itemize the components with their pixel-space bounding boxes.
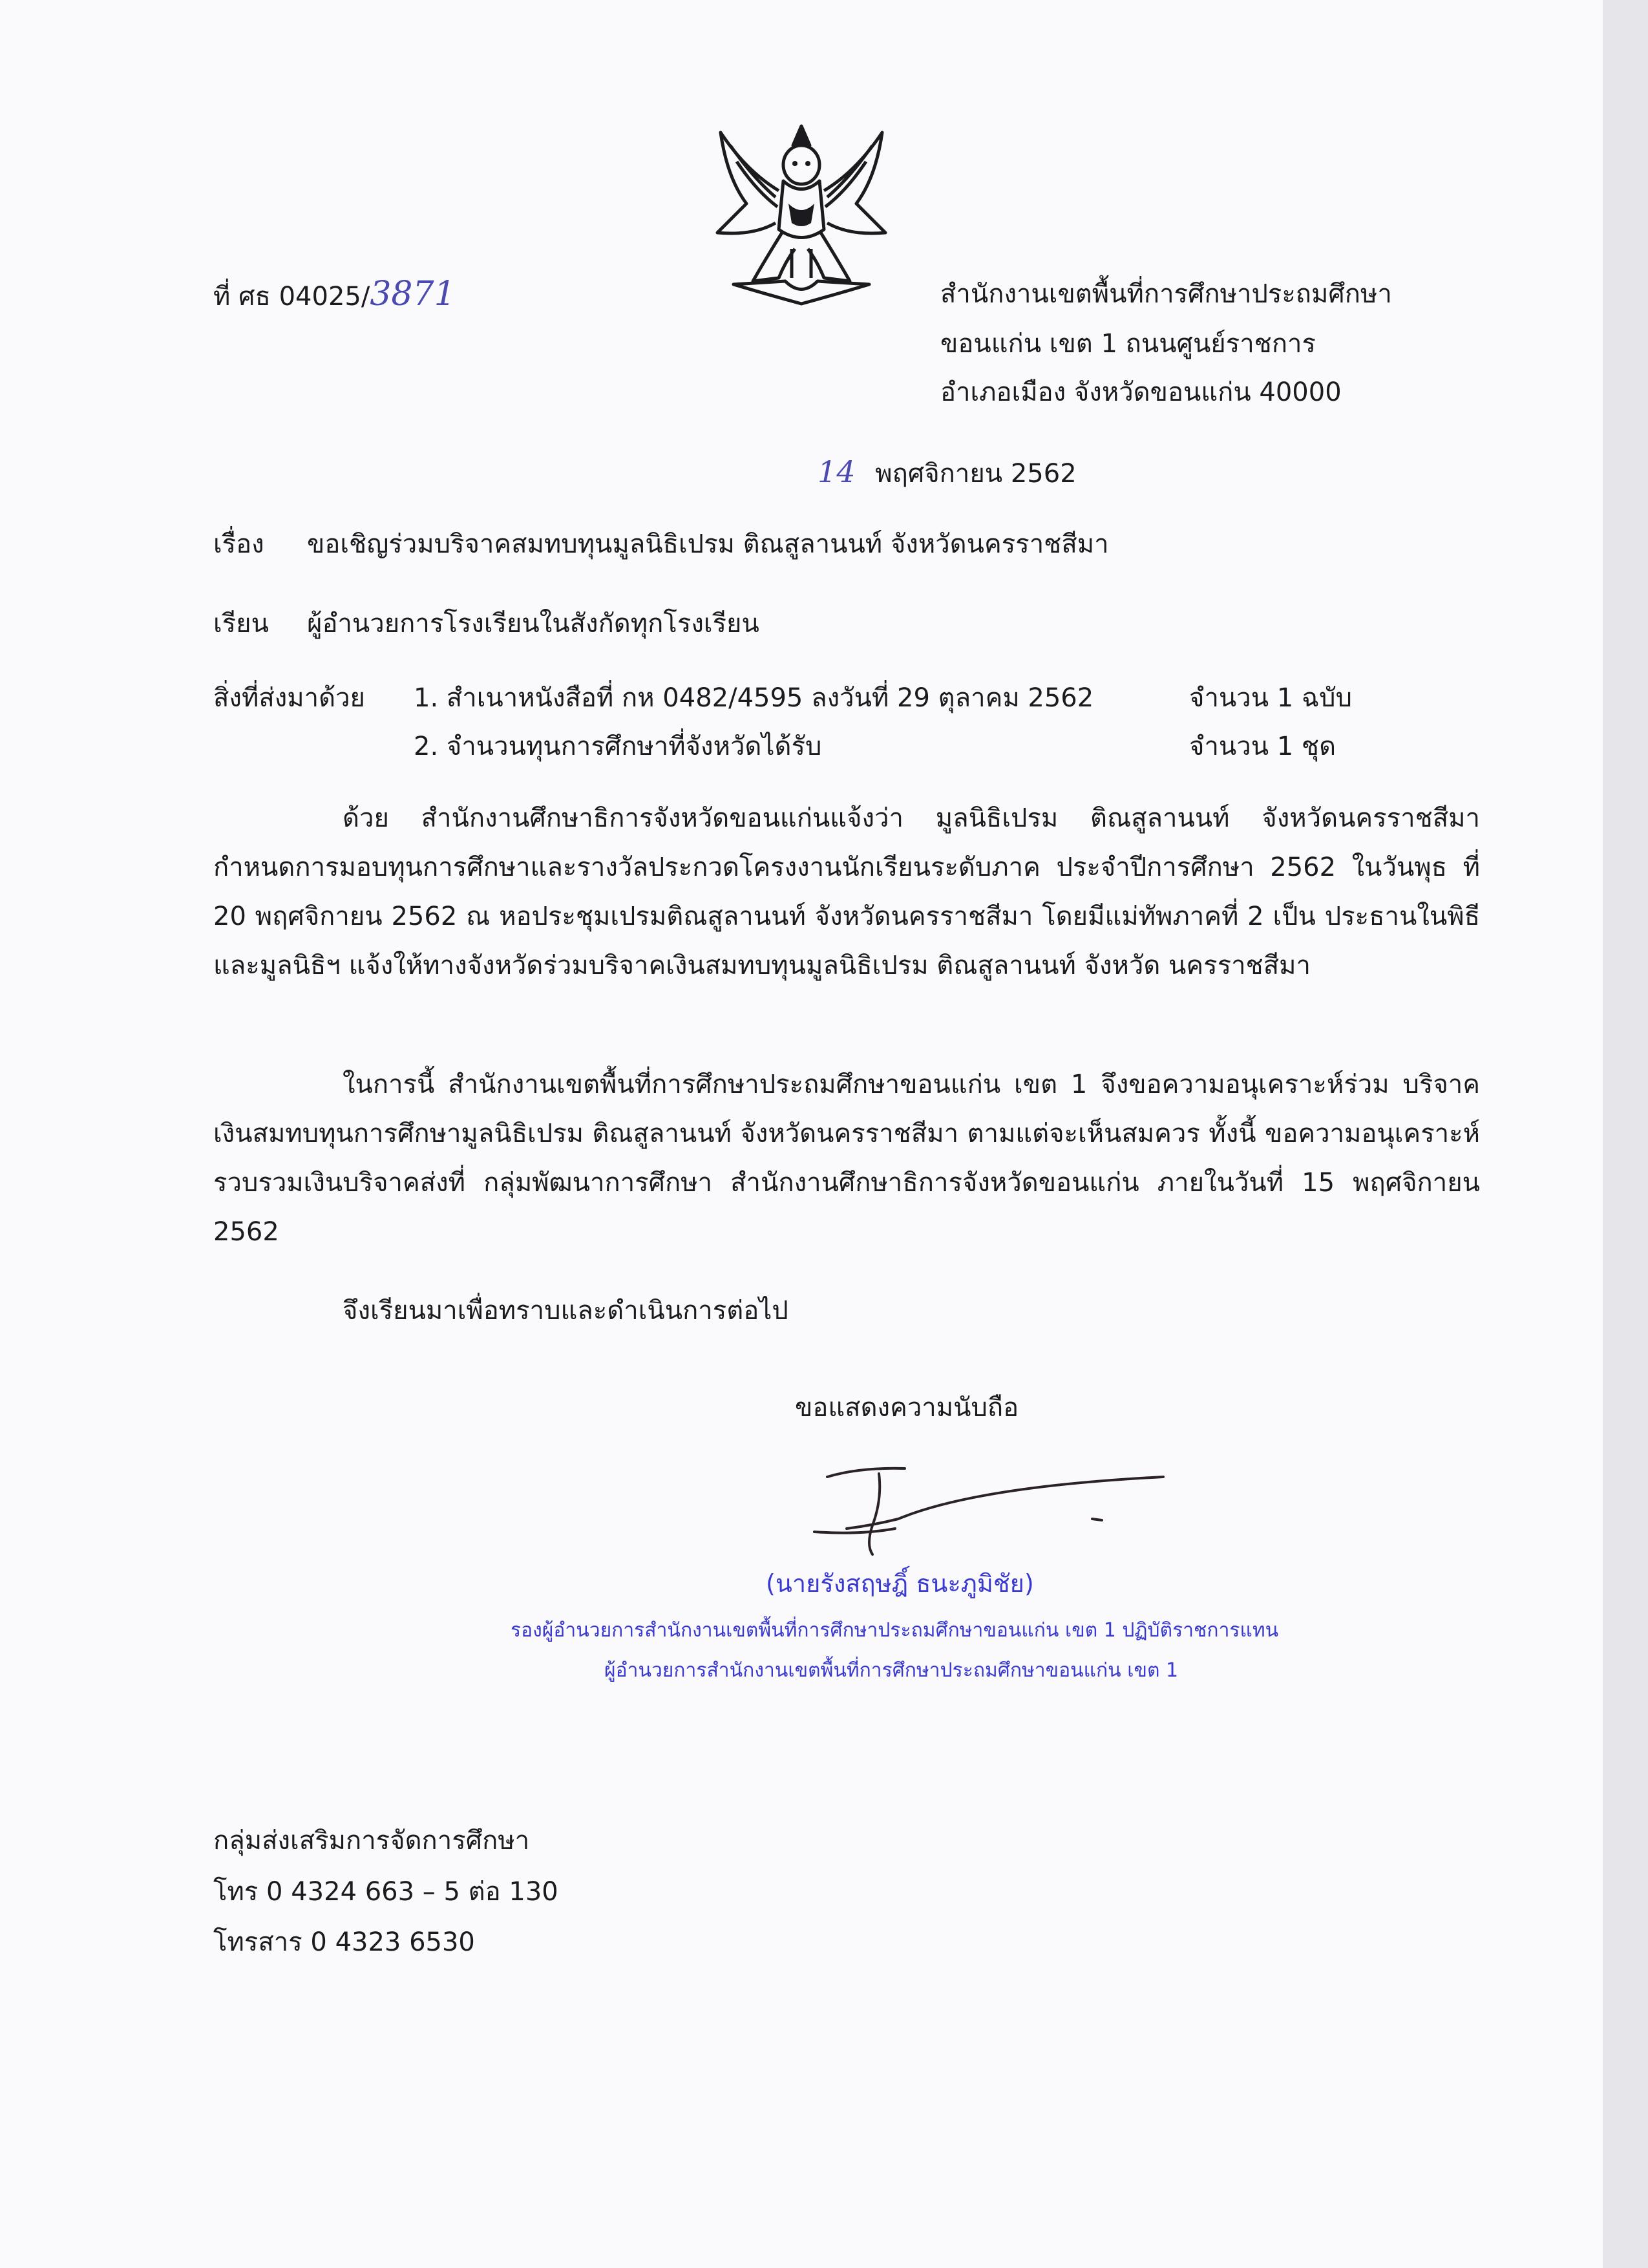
office-address-line2: ขอนแก่น เขต 1 ถนนศูนย์ราชการ [940, 329, 1316, 359]
enclosure-item-1: 1. สำเนาหนังสือที่ กห 0482/4595 ลงวันที่ 29 ตุลาคม 2562 [414, 683, 1094, 713]
handwritten-signature [808, 1448, 1183, 1558]
handwritten-reference-number: 3871 [370, 275, 456, 313]
recipient-text: ผู้อำนวยการโรงเรียนในสังกัดทุกโรงเรียน [307, 609, 759, 639]
scan-edge [1603, 0, 1648, 2268]
garuda-emblem-icon [708, 120, 895, 313]
office-address-line1: สำนักงานเขตพื้นที่การศึกษาประถมศึกษา [940, 279, 1392, 309]
paragraph-1-text: ด้วย สำนักงานศึกษาธิการจังหวัดขอนแก่นแจ้งว่า มูลนิธิเปรม ติณสูลานนท์ จังหวัดนครราชสีมา กำหนดการมอบทุนการศึกษาและรางวัลประกวดโครงงานนักเรียนระดับภาค ประจำปีการศึกษา 2562 ในวันพุธ ที่ 20 พฤศจิกายน 2562 ณ หอประชุมเปรมติณสูลานนท์ จังหวัดนครราชสีมา โดยมีแม่ทัพภาคที่ 2 เป็น ประธานในพิธี และมูลนิธิฯ แจ้งให้ทางจังหวัดร่วมบริจาคเงินสมทบทุนมูลนิธิเปรม ติณสูลานนท์ จังหวัด นครราชสีมา [213, 803, 1480, 980]
paragraph-2-text: ในการนี้ สำนักงานเขตพื้นที่การศึกษาประถมศึกษาขอนแก่น เขต 1 จึงขอความอนุเคราะห์ร่วม บริจาคเงินสมทบทุนการศึกษามูลนิธิเปรม ติณสูลานนท์ จังหวัดนครราชสีมา ตามแต่จะเห็นสมควร ทั้งนี้ ขอความอนุเคราะห์รวบรวมเงินบริจาคส่งที่ กลุ่มพัฒนาการศึกษา สำนักงานศึกษาธิการจังหวัดขอนแก่น ภายในวันที่ 15 พฤศจิกายน 2562 [213, 1070, 1480, 1247]
letter-date [818, 452, 1077, 493]
subject-text: ขอเชิญร่วมบริจาคสมทบทุนมูลนิธิเปรม ติณสูลานนท์ จังหวัดนครราชสีมา [307, 529, 1109, 559]
signatory-title-line1: รองผู้อำนวยการสำนักงานเขตพื้นที่การศึกษาประถมศึกษาขอนแก่น เขต 1 ปฏิบัติราชการแทน [511, 1619, 1279, 1642]
closing-sentence: จึงเรียนมาเพื่อทราบและดำเนินการต่อไป [343, 1296, 788, 1326]
signatory-name: (นายรังสฤษฎิ์ ธนะภูมิชัย) [766, 1569, 1034, 1598]
enclosures-label: สิ่งที่ส่งมาด้วย [213, 683, 365, 713]
reference-number [213, 275, 456, 316]
recipient-label: เรียน [213, 609, 269, 639]
footer-department: กลุ่มส่งเสริมการจัดการศึกษา [213, 1826, 530, 1856]
enclosure-item-2-qty: จำนวน 1 ชุด [1189, 732, 1336, 761]
handwritten-day: 14 [818, 454, 856, 489]
footer-phone: โทร 0 4324 663 – 5 ต่อ 130 [213, 1877, 558, 1907]
office-address-line3: อำเภอเมือง จังหวัดขอนแก่น 40000 [940, 377, 1342, 407]
enclosure-item-1-qty: จำนวน 1 ฉบับ [1189, 683, 1352, 713]
signatory-title-line2: ผู้อำนวยการสำนักงานเขตพื้นที่การศึกษาประถมศึกษาขอนแก่น เขต 1 [604, 1659, 1179, 1682]
subject-label: เรื่อง [213, 529, 264, 559]
body-paragraph-1 [213, 794, 1480, 990]
date-month-year: พฤศจิกายน 2562 [875, 459, 1077, 489]
reference-label: ที่ ศธ 04025/ [213, 282, 370, 312]
footer-fax: โทรสาร 0 4323 6530 [213, 1927, 475, 1957]
enclosure-item-2: 2. จำนวนทุนการศึกษาที่จังหวัดได้รับ [414, 732, 822, 761]
body-paragraph-2 [213, 1060, 1480, 1256]
salutation: ขอแสดงความนับถือ [795, 1393, 1019, 1423]
